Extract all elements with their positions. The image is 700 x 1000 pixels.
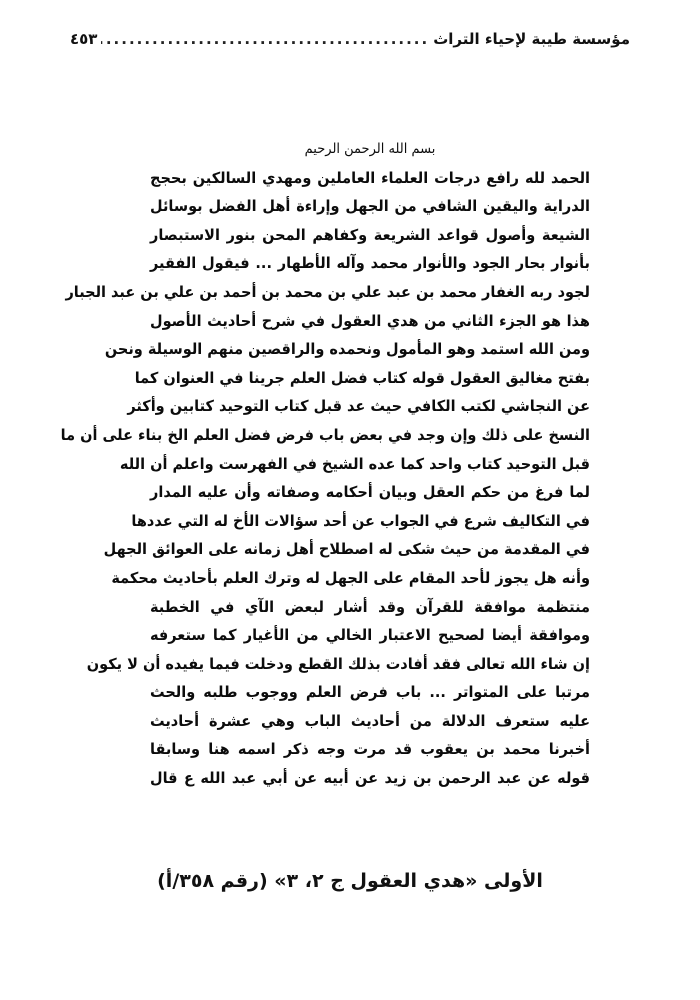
manuscript-line: أخبرنا محمد بن يعقوب قد مرت وجه ذكر اسمه هنا وسابقا — [150, 742, 590, 759]
publisher-name: مؤسسة طيبة لإحياء التراث — [433, 30, 630, 48]
manuscript-line: بأنوار بحار الجود والأنوار محمد وآله الأطهار ... فيقول الفقير — [150, 255, 590, 273]
basmala-line: بسم الله الرحمن الرحيم — [304, 141, 436, 158]
manuscript-line: إن شاء الله تعالى فقد أفادت بذلك القطع ودخلت فيما يفيده أن لا يكون — [86, 656, 590, 674]
manuscript-line: النسخ على ذلك وإن وجد في بعض باب فرض فضل العلم الخ بناء على أن ما — [60, 427, 590, 445]
page-number: ٤٥٣ — [70, 30, 98, 48]
manuscript-line: وأنه هل يجوز لأحد المقام على الجهل له وترك العلم بأحاديث محكمة — [111, 570, 590, 588]
manuscript-line: قبل التوحيد كتاب واحد كما عده الشيخ في الفهرست واعلم أن الله — [119, 456, 590, 473]
manuscript-line: لجود ربه الغفار محمد بن عبد علي بن محمد بن أحمد بن علي بن عبد الجبار — [65, 284, 590, 302]
manuscript-line: قوله عن عبد الرحمن بن زيد عن أبيه عن أبي عبد الله ع قال — [150, 770, 590, 788]
manuscript-line: منتظمة موافقة للقرآن وقد أشار لبعض الآي في الخطبة — [150, 599, 590, 616]
manuscript-image — [60, 136, 590, 794]
manuscript-line: مرتبا على المتواتر ... باب فرض العلم ووجوب طلبه والحث — [150, 684, 590, 702]
manuscript-line: في التكاليف شرع في الجواب عن أحد سؤالات الأخ له التي عددها — [131, 513, 590, 531]
manuscript-line: لما فرغ من حكم العقل وبيان أحكامه وصفاته وأن عليه المدار — [150, 484, 590, 502]
manuscript-line: ومن الله استمد وهو المأمول ونحمده والراقصين منهم الوسيلة ونحن — [104, 341, 590, 359]
figure-caption: الأولى «هدي العقول ج ٢، ٣» (رقم ٣٥٨/أ) — [157, 870, 543, 892]
manuscript-line: عن النجاشي لكتب الكافي حيث عد قبل كتاب التوحيد كتابين وأكثر — [127, 398, 590, 416]
manuscript-line: الشيعة وأصول قواعد الشريعة وكفاهم المحن بنور الاستبصار — [150, 227, 590, 245]
running-header — [70, 30, 630, 54]
manuscript-line: عليه ستعرف الدلالة من أحاديث الباب وهي عشرة أحاديث — [150, 713, 590, 731]
manuscript-line: الحمد لله رافع درجات العلماء العاملين ومهدي السالكين بحجج — [150, 170, 590, 187]
manuscript-line: هذا هو الجزء الثاني من هدي العقول في شرح أحاديث الأصول — [150, 313, 590, 330]
manuscript-line: بفتح مغاليق العقول قوله كتاب فضل العلم جرينا في العنوان كما — [134, 370, 590, 388]
manuscript-line: الدراية واليقين الشافي من الجهل وإراءة أهل الفضل بوسائل — [150, 198, 590, 216]
manuscript-line: وموافقة أيضا لصحيح الاعتبار الخالي من الأغيار كما ستعرفه — [150, 627, 590, 645]
leader-dots — [101, 30, 429, 48]
manuscript-line: في المقدمة من حيث شكى له اصطلاح أهل زمانه على العوائق الجهل — [103, 541, 590, 559]
